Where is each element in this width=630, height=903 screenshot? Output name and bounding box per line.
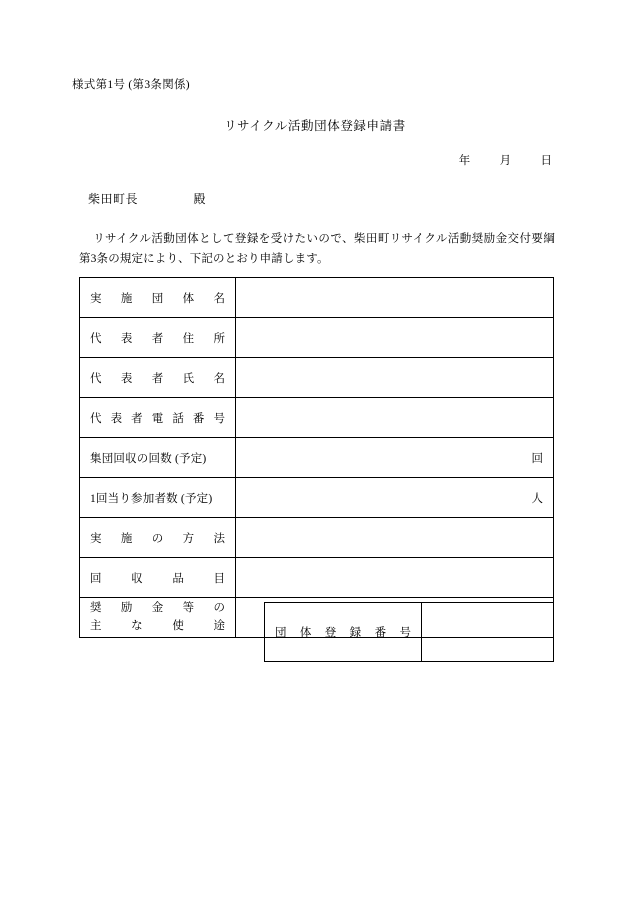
- addressee-name: 柴田町長: [88, 192, 139, 206]
- body-line-1: リサイクル活動団体として登録を受けたいので、柴田町リサイクル活動奨励金交付要綱: [93, 233, 555, 245]
- row-label-incentive-usage: [80, 598, 236, 638]
- label-text-registration-number: 団 体 登 録 番 号: [275, 627, 411, 639]
- date-year-label: 年: [458, 155, 471, 167]
- addressee: [88, 190, 206, 207]
- label-text-organization-name: 実 施 団 体 名: [90, 292, 225, 305]
- row-value-representative-name[interactable]: [236, 358, 554, 398]
- label-text-implementation-method: 実 施 の 方 法: [90, 532, 225, 545]
- row-label-representative-name: [80, 358, 236, 398]
- addressee-honorific: 殿: [193, 192, 207, 206]
- row-value-registration-number[interactable]: [422, 603, 554, 662]
- label-text-collection-count: 集団回収の回数 (予定): [90, 452, 207, 465]
- unit-participants-per-time: 人: [531, 492, 543, 505]
- unit-collection-count: 回: [531, 452, 543, 465]
- row-value-collection-count[interactable]: [236, 438, 554, 478]
- label-text-incentive-usage-line1: 奨 励 金 等 の: [90, 601, 225, 614]
- table-row: [265, 603, 554, 662]
- table-row: [80, 318, 554, 358]
- table-row: [80, 438, 554, 478]
- label-text-representative-name: 代 表 者 氏 名: [90, 372, 225, 385]
- table-row: [80, 278, 554, 318]
- row-label-organization-name: [80, 278, 236, 318]
- label-text-collected-items: 回 収 品 目: [90, 572, 225, 585]
- row-label-implementation-method: [80, 518, 236, 558]
- table-row: [80, 558, 554, 598]
- row-label-collected-items: [80, 558, 236, 598]
- row-value-representative-phone[interactable]: [236, 398, 554, 438]
- row-label-collection-count: [80, 438, 236, 478]
- date-month-label: 月: [499, 155, 512, 167]
- date-line: [0, 152, 630, 168]
- registration-number-table: [264, 602, 554, 662]
- date-day-label: 日: [540, 155, 552, 167]
- row-label-representative-phone: [80, 398, 236, 438]
- body-text: [79, 229, 555, 269]
- label-text-representative-address: 代 表 者 住 所: [90, 332, 225, 345]
- document-title: リサイクル活動団体登録申請書: [224, 119, 406, 133]
- body-line-2: 第3条の規定により、下記のとおり申請します。: [79, 253, 329, 266]
- label-text-participants-per-time: 1回当り参加者数 (予定): [90, 492, 213, 505]
- row-label-registration-number: [265, 603, 422, 662]
- form-number: 様式第1号 (第3条関係): [72, 79, 190, 91]
- row-label-representative-address: [80, 318, 236, 358]
- label-text-incentive-usage-line2: 主 な 使 途: [90, 619, 225, 632]
- row-value-participants-per-time[interactable]: [236, 478, 554, 518]
- row-value-collected-items[interactable]: [236, 558, 554, 598]
- table-row: [80, 478, 554, 518]
- row-value-implementation-method[interactable]: [236, 518, 554, 558]
- row-label-participants-per-time: [80, 478, 236, 518]
- application-table: [79, 277, 554, 638]
- table-row: [80, 518, 554, 558]
- row-value-organization-name[interactable]: [236, 278, 554, 318]
- table-row: [80, 358, 554, 398]
- label-text-representative-phone: 代 表 者 電 話 番 号: [90, 412, 225, 425]
- row-value-representative-address[interactable]: [236, 318, 554, 358]
- table-row: [80, 398, 554, 438]
